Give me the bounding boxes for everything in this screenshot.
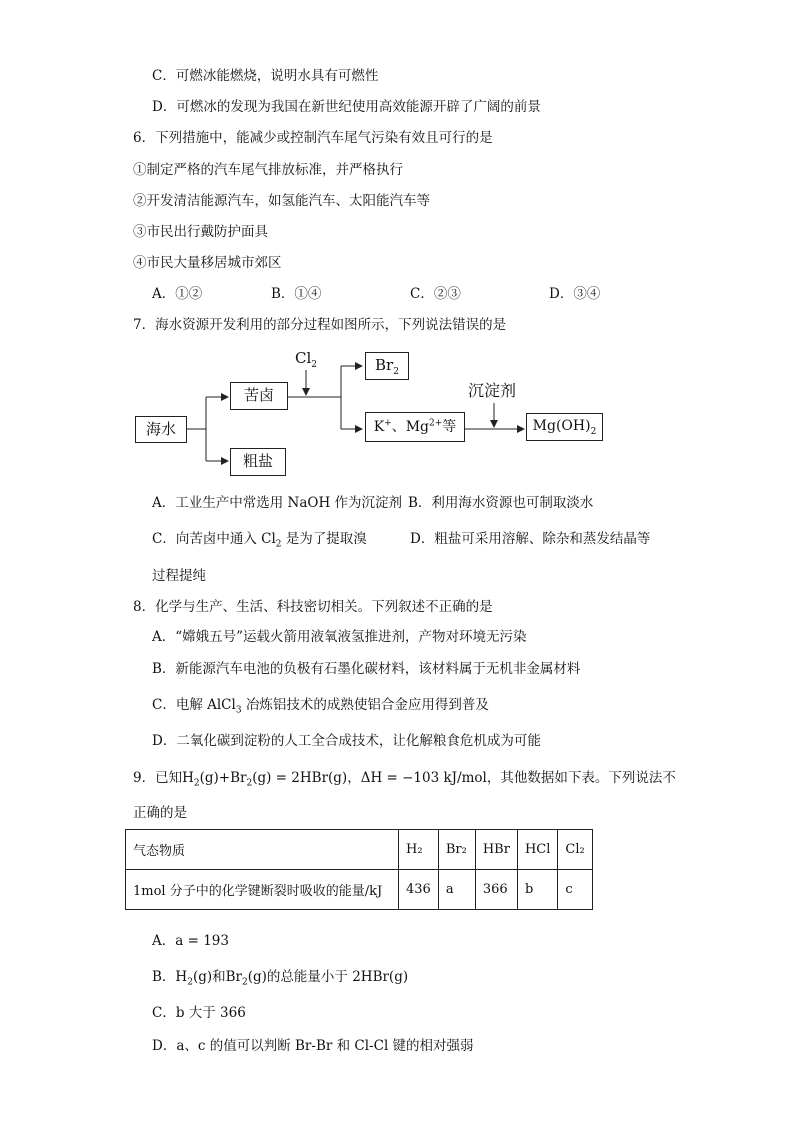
q6-item-4: ④市民大量移居城市郊区	[133, 255, 282, 271]
q9-option-a: A．a = 193	[152, 933, 229, 949]
q7-option-d-continued: 过程提纯	[152, 568, 206, 584]
crude-salt-label: 粗盐	[242, 452, 273, 470]
table-cell: HCl	[517, 830, 557, 870]
bittern-label: 苦卤	[243, 386, 274, 404]
q6-option-d: D．③④	[549, 286, 601, 302]
q6-item-1: ①制定严格的汽车尾气排放标准，并严格执行	[133, 162, 403, 178]
q9-option-c: C．b 大于 366	[152, 1005, 246, 1021]
q7-stem: 7．海水资源开发利用的部分过程如图所示，下列说法错误的是	[133, 317, 507, 333]
cl2-label: $Cl_2$	[295, 349, 318, 370]
ions-box: K+、$Mg^{2+}$等	[365, 412, 465, 442]
q6-item-2: ②开发清洁能源汽车，如氢能汽车、太阳能汽车等	[133, 193, 430, 209]
table-cell: 1mol 分子中的化学键断裂时吸收的能量/kJ	[126, 870, 399, 910]
q5-option-c: C．可燃冰能燃烧，说明水具有可燃性	[152, 68, 379, 84]
q8-option-c: C．电解 AlCl$_3$ 冶炼铝技术的成熟使铝合金应用得到普及	[152, 697, 489, 716]
q6-stem: 6．下列措施中，能减少或控制汽车尾气污染有效且可行的是	[133, 130, 493, 146]
q7-option-b: B．利用海水资源也可制取淡水	[408, 495, 594, 511]
table-row	[126, 870, 593, 910]
q7-option-d: D．粗盐可采用溶解、除杂和蒸发结晶等	[410, 531, 651, 547]
q9-option-d: D．a、c 的值可以判断 Br-Br 和 Cl-Cl 键的相对强弱	[152, 1038, 474, 1054]
q8-stem: 8．化学与生产、生活、科技密切相关。下列叙述不正确的是	[133, 599, 493, 615]
q7-option-c: C．向苦卤中通入 $Cl_2$ 是为了提取溴	[152, 531, 367, 550]
seawater-label: 海水	[145, 420, 176, 438]
table-cell: Br₂	[438, 830, 475, 870]
bittern-box	[230, 382, 288, 410]
table-cell: b	[517, 870, 557, 910]
table-cell: HBr	[475, 830, 517, 870]
table-cell: a	[438, 870, 475, 910]
q8-option-a: A．“嫦娥五号”运载火箭用液氧液氢推进剂，产物对环境无污染	[152, 629, 527, 645]
q9-stem: 9．已知$H_2(g)+Br_2(g) = 2HBr(g)$，ΔH = −103 kJ/mol，其他数据如下表。下列说法不	[133, 770, 676, 789]
q9-option-b: B．$H_2(g)$和$Br_2(g)$的总能量小于 2HBr(g)	[152, 969, 409, 988]
table-header-row	[126, 830, 593, 870]
product-box: $Mg(OH)_2$	[526, 413, 603, 441]
q8-option-b: B．新能源汽车电池的负极有石墨化碳材料，该材料属于无机非金属材料	[152, 661, 581, 677]
q8-option-d: D．二氧化碳到淀粉的人工全合成技术，让化解粮食危机成为可能	[152, 733, 541, 749]
table-cell: H₂	[399, 830, 439, 870]
product-label: Mg(OH)	[532, 418, 591, 434]
q5-option-d: D．可燃冰的发现为我国在新世纪使用高效能源开辟了广阔的前景	[152, 99, 541, 115]
seawater-box	[135, 416, 187, 443]
q9-stem-continued: 正确的是	[133, 805, 187, 821]
table-cell: 436	[399, 870, 439, 910]
q6-option-b: B．①④	[271, 286, 322, 302]
table-cell: c	[558, 870, 593, 910]
table-cell: 366	[475, 870, 517, 910]
crude-salt-box	[230, 448, 286, 476]
precipitant-label: 沉淀剂	[468, 381, 517, 400]
br2-label: Br	[375, 356, 394, 374]
q7-option-a: A．工业生产中常选用 NaOH 作为沉淀剂	[152, 495, 403, 511]
br2-box: $Br_2$	[365, 352, 409, 380]
q9-bond-energy-table	[125, 829, 593, 910]
table-cell: 气态物质	[126, 830, 399, 870]
table-cell: Cl₂	[558, 830, 593, 870]
q6-option-c: C．②③	[410, 286, 461, 302]
q6-option-a: A．①②	[152, 286, 203, 302]
q6-item-3: ③市民出行戴防护面具	[133, 224, 268, 240]
